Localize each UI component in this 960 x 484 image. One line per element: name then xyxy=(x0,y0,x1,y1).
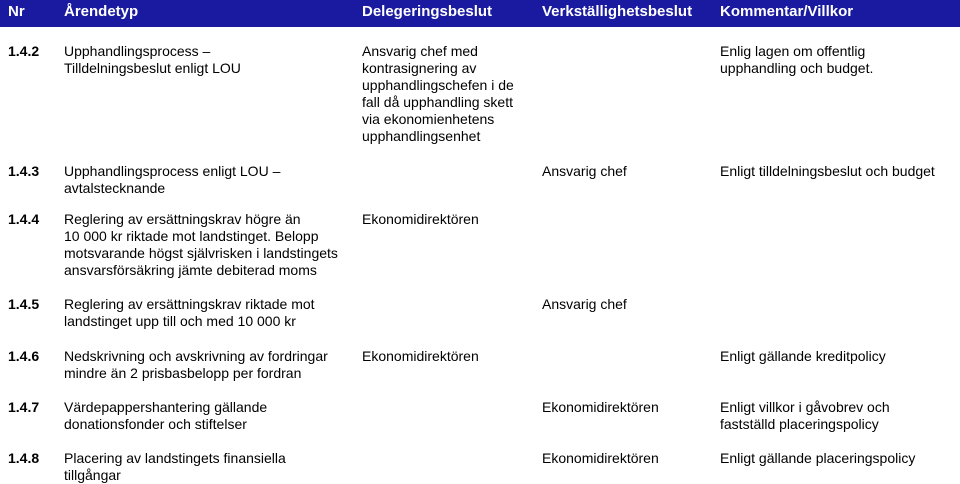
header-delegeringsbeslut: Delegeringsbeslut xyxy=(362,3,493,20)
cell-arendetyp: landstinget upp till och med 10 000 kr xyxy=(64,313,296,329)
cell-delegering: Ekonomidirektören xyxy=(362,211,479,227)
header-kommentar: Kommentar/Villkor xyxy=(720,3,854,20)
cell-nr: 1.4.4 xyxy=(8,211,40,227)
cell-arendetyp: Placering av landstingets finansiella xyxy=(64,450,286,466)
cell-arendetyp: Nedskrivning och avskrivning av fordringar xyxy=(64,348,328,364)
cell-arendetyp: donationsfonder och stiftelser xyxy=(64,416,247,432)
cell-arendetyp: ansvarsförsäkring jämte debiterad moms xyxy=(64,262,317,278)
cell-kommentar: Enligt gällande placeringspolicy xyxy=(720,450,916,466)
cell-kommentar: Enligt villkor i gåvobrev och xyxy=(720,399,890,415)
header-verkstallighetsbeslut: Verkställighetsbeslut xyxy=(542,3,693,20)
cell-arendetyp: mindre än 2 prisbasbelopp per fordran xyxy=(64,365,302,381)
cell-delegering: upphandlingsenhet xyxy=(362,128,481,144)
cell-kommentar: Enligt tilldelningsbeslut och budget xyxy=(720,163,935,179)
cell-delegering: via ekonomienhetens xyxy=(362,111,495,127)
cell-arendetyp: 10 000 kr riktade mot landstinget. Belopp xyxy=(64,228,319,244)
cell-nr: 1.4.2 xyxy=(8,43,40,59)
cell-verkstallighet: Ekonomidirektören xyxy=(542,399,659,415)
cell-nr: 1.4.8 xyxy=(8,450,40,466)
cell-arendetyp: Reglering av ersättningskrav högre än xyxy=(64,211,301,227)
cell-delegering: fall då upphandling skett xyxy=(362,94,513,110)
header-arendetyp: Årendetyp xyxy=(64,3,139,20)
cell-arendetyp: Reglering av ersättningskrav riktade mot xyxy=(64,296,315,312)
cell-nr: 1.4.7 xyxy=(8,399,40,415)
cell-nr: 1.4.6 xyxy=(8,348,40,364)
cell-delegering: Ansvarig chef med xyxy=(362,43,478,59)
cell-kommentar: Enligt gällande kreditpolicy xyxy=(720,348,886,364)
cell-arendetyp: Värdepappershantering gällande xyxy=(64,399,268,415)
cell-verkstallighet: Ansvarig chef xyxy=(542,296,627,312)
cell-arendetyp: Upphandlingsprocess enligt LOU – xyxy=(64,163,281,179)
cell-kommentar: upphandling och budget. xyxy=(720,60,874,76)
cell-verkstallighet: Ansvarig chef xyxy=(542,163,627,179)
cell-delegering: Ekonomidirektören xyxy=(362,348,479,364)
cell-arendetyp: avtalstecknande xyxy=(64,180,166,196)
cell-verkstallighet: Ekonomidirektören xyxy=(542,450,659,466)
cell-kommentar: fastställd placeringspolicy xyxy=(720,416,879,432)
cell-nr: 1.4.5 xyxy=(8,296,40,312)
table-header xyxy=(0,0,960,27)
header-nr: Nr xyxy=(8,3,25,20)
cell-arendetyp: tillgångar xyxy=(64,467,121,483)
cell-arendetyp: Upphandlingsprocess – xyxy=(64,43,211,59)
cell-kommentar: Enlig lagen om offentlig xyxy=(720,43,866,59)
cell-nr: 1.4.3 xyxy=(8,163,40,179)
cell-delegering: kontrasignering av xyxy=(362,60,477,76)
cell-arendetyp: Tilldelningsbeslut enligt LOU xyxy=(64,60,241,76)
cell-delegering: upphandlingschefen i de xyxy=(362,77,514,93)
cell-arendetyp: motsvarande högst självrisken i landstingets xyxy=(64,245,338,261)
